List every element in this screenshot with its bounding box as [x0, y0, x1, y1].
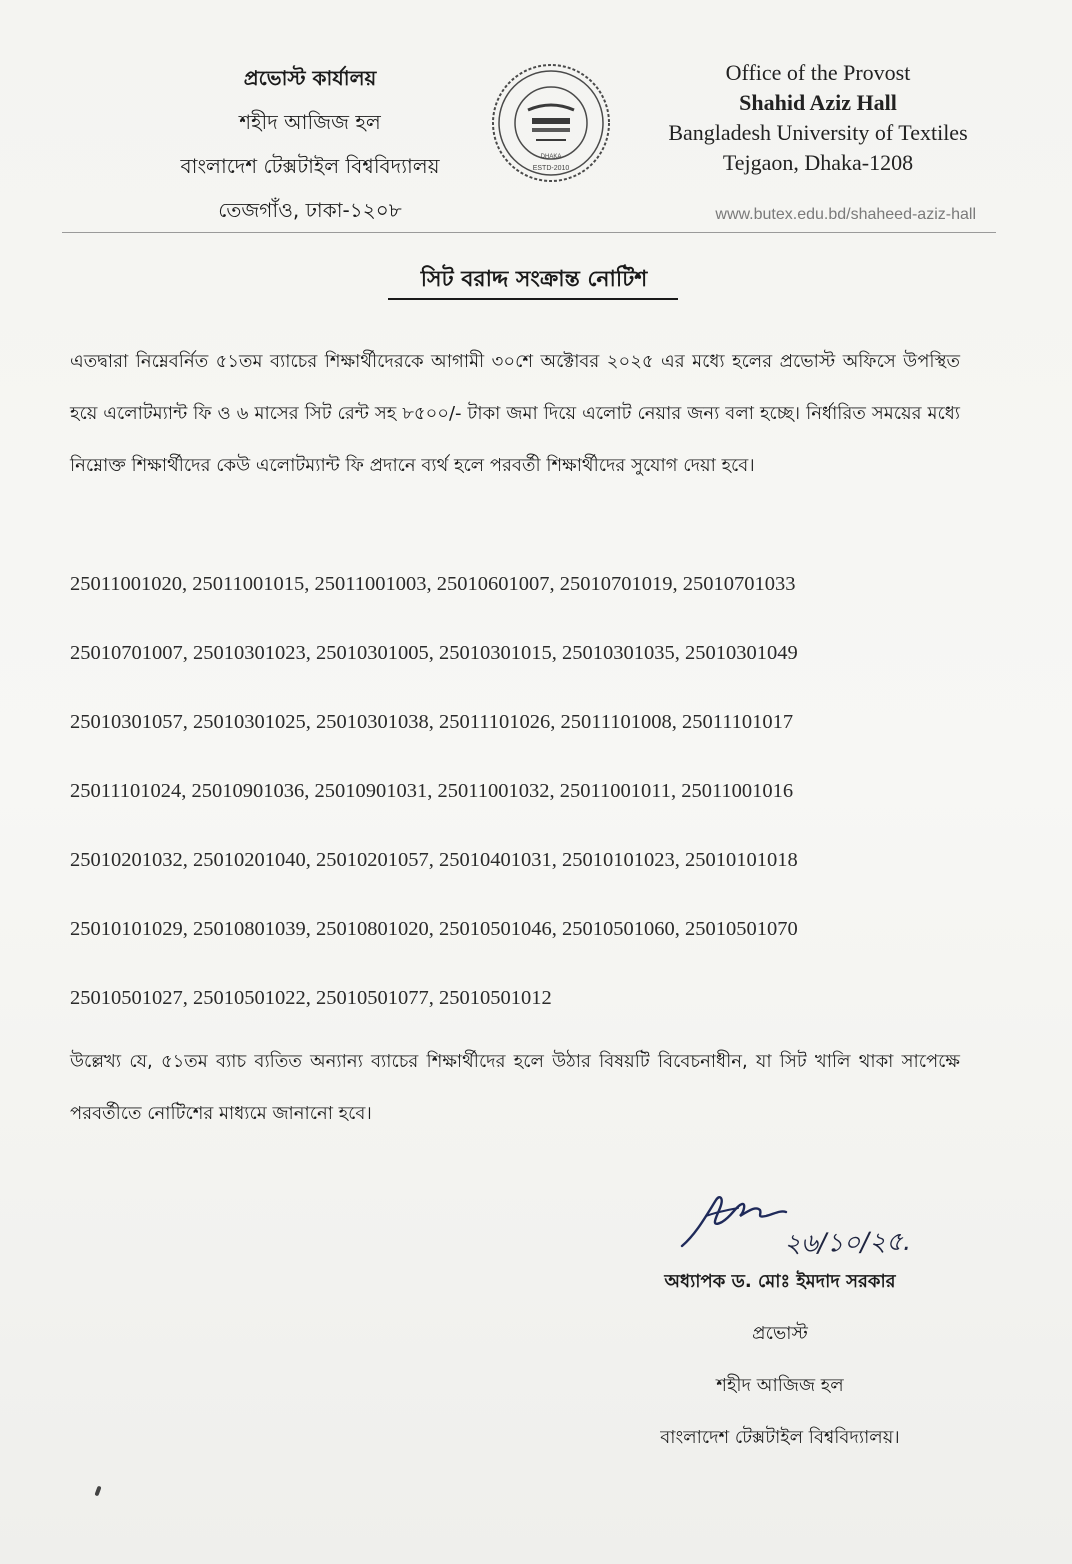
student-id-list — [70, 562, 970, 1045]
seal-year: ESTD-2010 — [532, 165, 570, 172]
signatory-name: অধ্যাপক ড. মোঃ ইমদাদ সরকার — [664, 1271, 896, 1292]
university-name-bn: বাংলাদেশ টেক্সটাইল বিশ্ববিদ্যালয় — [180, 154, 440, 178]
office-name-bn: প্রভোস্ট কার্যালয় — [243, 66, 377, 90]
signatory-designation: প্রভোস্ট — [752, 1323, 808, 1344]
hall-name-en: Shahid Aziz Hall — [739, 90, 897, 115]
header-english — [640, 58, 996, 178]
id-row: 25011001020, 25011001015, 25011001003, 25010601007, 25010701019, 25010701033 — [70, 573, 796, 595]
id-row: 25010501027, 25010501022, 25010501077, 25010501012 — [70, 987, 552, 1009]
address-bn: তেজগাঁও, ঢাকা-১২০৮ — [218, 198, 402, 222]
id-row: 25011101024, 25010901036, 25010901031, 25011001032, 25011001011, 25011001016 — [70, 780, 794, 802]
signatory-university: বাংলাদেশ টেক্সটাইল বিশ্ববিদ্যালয়। — [660, 1427, 900, 1448]
id-row: 25010701007, 25010301023, 25010301005, 25010301015, 25010301035, 25010301049 — [70, 642, 798, 664]
website-url: www.butex.edu.bd/shaheed-aziz-hall — [715, 206, 976, 223]
hall-name-bn: শহীদ আজিজ হল — [239, 110, 381, 134]
notice-paragraph-1: এতদ্বারা নিম্নেবর্নিত ৫১তম ব্যাচের শিক্ষার্থীদেরকে আগামী ৩০শে অক্টোবর ২০২৫ এর মধ্যে হলের প্রভোস্ট অফিসে উপস্থিত হয়ে এলোটম্যান্ট ফি ও ৬ মাসের সিট রেন্ট সহ ৮৫০০/- টাকা জমা দিয়ে এলোট নেয়ার জন্য বলা হচ্ছে। নির্ধারিত সময়ের মধ্যে নিম্নোক্ত শিক্ষার্থীদের কেউ এলোটম্যান্ট ফি প্রদানে ব্যর্থ হলে পরবর্তী শিক্ষার্থীদের সুযোগ দেয়া হবে। — [70, 351, 960, 476]
university-seal-icon — [488, 60, 614, 186]
id-row: 25010301057, 25010301025, 25010301038, 25011101026, 25011101008, 25011101017 — [70, 711, 794, 733]
notice-paragraph-2: উল্লেখ্য যে, ৫১তম ব্যাচ ব্যতিত অন্যান্য ব্যাচের শিক্ষার্থীদের হলে উঠার বিষয়টি বিবেচনাধীন, যা সিট খালি থাকা সাপেক্ষে পরবর্তীতে নোটিশের মাধ্যমে জানানো হবে। — [70, 1051, 960, 1124]
address-en: Tejgaon, Dhaka-1208 — [722, 150, 914, 175]
header-bangla — [100, 56, 520, 232]
notice-title: সিট বরাদ্দ সংক্রান্ত নোটিশ — [420, 267, 648, 292]
seal-city: DHAKA — [540, 154, 562, 160]
signature-date: ২৬/১০/২৫. — [783, 1226, 912, 1260]
office-name-en: Office of the Provost — [725, 60, 911, 85]
header-divider — [62, 232, 996, 233]
id-row: 25010201032, 25010201040, 25010201057, 25010401031, 25010101023, 25010101018 — [70, 849, 798, 871]
university-name-en: Bangladesh University of Textiles — [668, 120, 968, 145]
id-row: 25010101029, 25010801039, 25010801020, 25010501046, 25010501060, 25010501070 — [70, 918, 798, 940]
signature-block — [600, 1256, 960, 1464]
signatory-hall: শহীদ আজিজ হল — [716, 1375, 844, 1396]
paper-speck — [94, 1486, 101, 1497]
title-underline — [388, 298, 678, 300]
